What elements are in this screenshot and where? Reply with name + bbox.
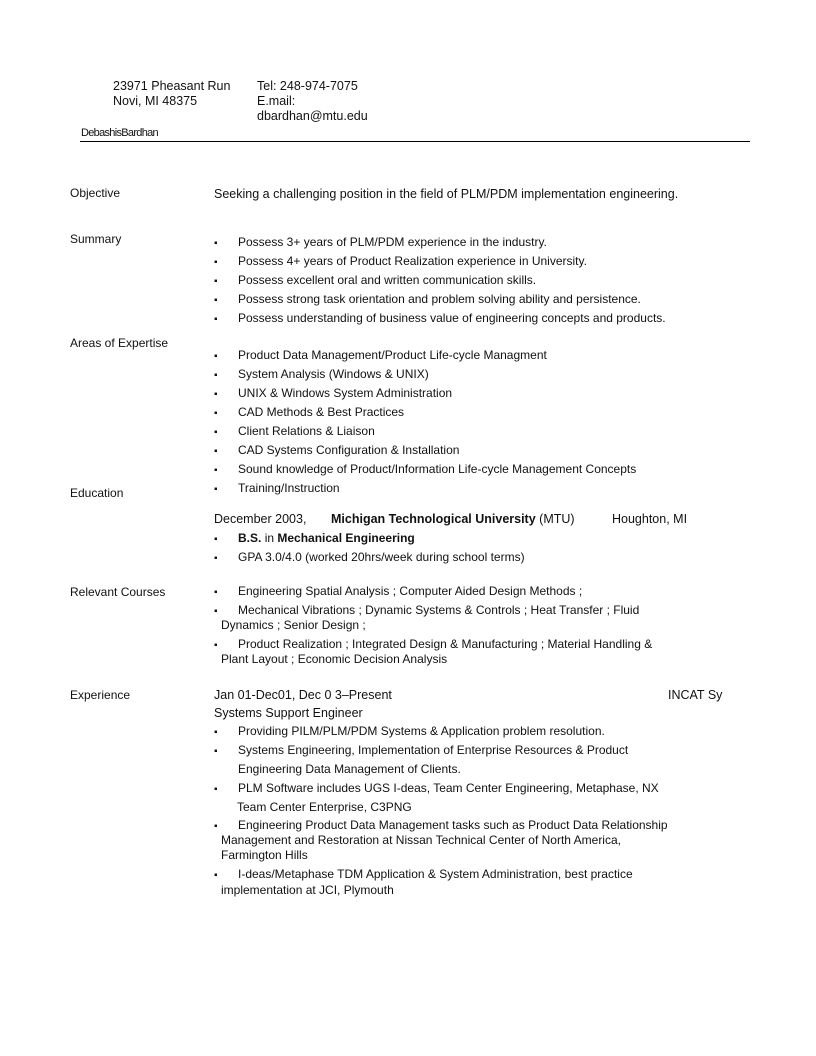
expertise-item: Sound knowledge of Product/Information Life-cycle Management Concepts	[238, 462, 637, 476]
bullet-icon: ▪	[214, 553, 218, 564]
school-abbr: (MTU)	[539, 512, 575, 526]
objective-label: Objective	[70, 186, 121, 200]
expertise-item: System Analysis (Windows & UNIX)	[238, 367, 429, 381]
bullet-icon: ▪	[214, 640, 218, 651]
bullet-icon: ▪	[214, 746, 218, 757]
summary-item: Possess 4+ years of Product Realization experience in University.	[238, 254, 587, 268]
course-item: Engineering Spatial Analysis ; Computer Aided Design Methods ;	[238, 584, 583, 598]
experience-item: Providing PILM/PLM/PDM Systems & Application problem resolution.	[238, 724, 605, 738]
bullet-icon: ▪	[214, 351, 218, 362]
expertise-item: UNIX & Windows System Administration	[238, 386, 453, 400]
experience-item-continued: Management and Restoration at Nissan Technical Center of North America,	[221, 833, 621, 847]
expertise-item: Product Data Management/Product Life-cycle Managment	[238, 348, 547, 362]
bullet-icon: ▪	[214, 465, 218, 476]
expertise-item: Client Relations & Liaison	[238, 424, 375, 438]
bullet-icon: ▪	[214, 238, 218, 249]
expertise-item: CAD Methods & Best Practices	[238, 405, 405, 419]
experience-title: Systems Support Engineer	[214, 706, 363, 720]
bullet-icon: ▪	[214, 446, 218, 457]
address-line-2: Novi, MI 48375	[113, 94, 198, 108]
education-degree	[238, 531, 415, 546]
education-location: Houghton, MI	[612, 512, 688, 526]
expertise-item: Training/Instruction	[238, 481, 340, 495]
experience-dates: Jan 01-Dec01, Dec 0 3–Present	[214, 688, 392, 702]
bullet-icon: ▪	[214, 606, 218, 617]
bullet-icon: ▪	[214, 370, 218, 381]
summary-item: Possess strong task orientation and problem solving ability and persistence.	[238, 292, 641, 306]
expertise-label: Areas of Expertise	[70, 336, 169, 350]
experience-item-continued: Team Center Enterprise, C3PNG	[237, 800, 412, 814]
summary-label: Summary	[70, 232, 122, 246]
education-label: Education	[70, 486, 124, 500]
experience-item: I-deas/Metaphase TDM Application & System Administration, best practice	[238, 867, 633, 881]
bullet-icon: ▪	[214, 587, 218, 598]
experience-item-continued: implementation at JCI, Plymouth	[221, 883, 394, 897]
bullet-icon: ▪	[214, 257, 218, 268]
bullet-icon: ▪	[214, 870, 218, 881]
expertise-item: CAD Systems Configuration & Installation	[238, 443, 460, 457]
email-address: dbardhan@mtu.edu	[257, 109, 368, 123]
objective-text: Seeking a challenging position in the field of PLM/PDM implementation engineering.	[214, 187, 679, 201]
bullet-icon: ▪	[214, 408, 218, 419]
experience-item: Systems Engineering, Implementation of Enterprise Resources & Product	[238, 743, 629, 757]
experience-item: PLM Software includes UGS I-deas, Team Center Engineering, Metaphase, NX	[238, 781, 659, 795]
summary-item: Possess understanding of business value of engineering concepts and products.	[238, 311, 666, 325]
course-item-continued: Dynamics ; Senior Design ;	[221, 618, 366, 632]
education-date: December 2003,	[214, 512, 307, 526]
degree: B.S.	[238, 531, 262, 545]
header-divider	[80, 141, 750, 142]
summary-item: Possess excellent oral and written communication skills.	[238, 273, 537, 287]
candidate-name: DebashisBardhan	[81, 127, 158, 139]
course-item-continued: Plant Layout ; Economic Decision Analysis	[221, 652, 448, 666]
major: Mechanical Engineering	[277, 531, 415, 545]
experience-item: Engineering Product Data Management tasks such as Product Data Relationship	[238, 818, 668, 832]
bullet-icon: ▪	[214, 821, 218, 832]
course-item: Mechanical Vibrations ; Dynamic Systems & Controls ; Heat Transfer ; Fluid	[238, 603, 640, 617]
course-item: Product Realization ; Integrated Design & Manufacturing ; Material Handling &	[238, 637, 653, 651]
bullet-icon: ▪	[214, 427, 218, 438]
bullet-icon: ▪	[214, 314, 218, 325]
address-line-1: 23971 Pheasant Run	[113, 79, 231, 93]
experience-company: INCAT Sy	[668, 688, 723, 702]
bullet-icon: ▪	[214, 534, 218, 545]
school-name: Michigan Technological University	[331, 512, 536, 526]
bullet-icon: ▪	[214, 727, 218, 738]
education-school	[331, 512, 575, 527]
experience-item-continued: Engineering Data Management of Clients.	[238, 762, 461, 776]
experience-label: Experience	[70, 688, 131, 702]
bullet-icon: ▪	[214, 295, 218, 306]
courses-label: Relevant Courses	[70, 585, 166, 599]
bullet-icon: ▪	[214, 784, 218, 795]
education-gpa: GPA 3.0/4.0 (worked 20hrs/week during school terms)	[238, 550, 525, 564]
degree-in: in	[264, 531, 275, 545]
bullet-icon: ▪	[214, 276, 218, 287]
email-label: E.mail:	[257, 94, 296, 108]
summary-item: Possess 3+ years of PLM/PDM experience in the industry.	[238, 235, 547, 249]
telephone: Tel: 248-974-7075	[257, 79, 358, 93]
experience-item-continued: Farmington Hills	[221, 848, 308, 862]
bullet-icon: ▪	[214, 484, 218, 495]
bullet-icon: ▪	[214, 389, 218, 400]
